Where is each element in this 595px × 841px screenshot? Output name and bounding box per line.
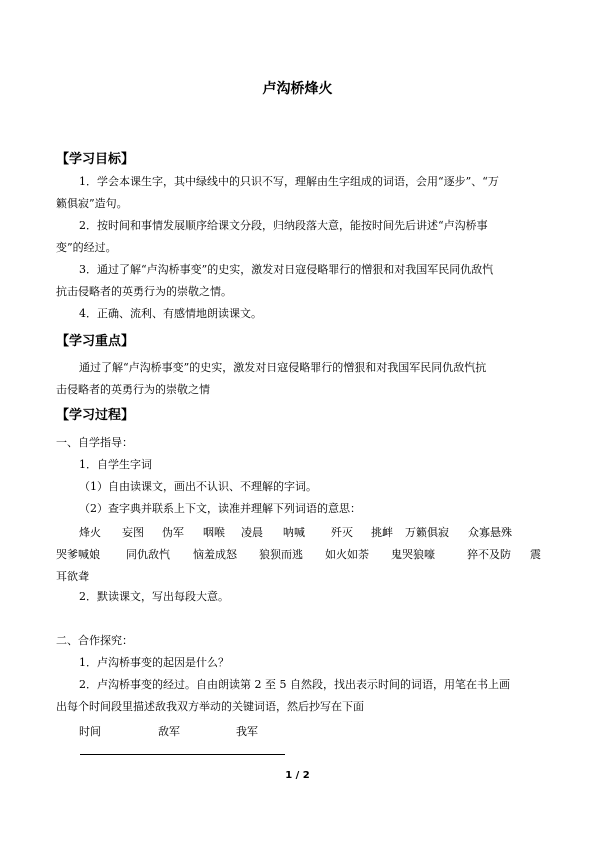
sub-item: （2）查字典并联系上下文，读准并理解下列词语的意思： [79, 502, 361, 515]
vocab-word: 伪军 [162, 526, 184, 539]
process-heading: 【学习过程】 [56, 408, 135, 423]
vocab-word: 呐喊 [283, 526, 305, 539]
vocab-word: 耳欲聋 [56, 570, 89, 583]
vocab-word: 众寡悬殊 [468, 526, 512, 539]
goals-line: 籁俱寂”造句。 [56, 197, 128, 210]
key-heading: 【学习重点】 [56, 334, 135, 349]
goals-line: 3．通过了解“卢沟桥事变”的史实，激发对日寇侵略罪行的憎狠和对我国军民同仇敌忾 [79, 263, 494, 276]
part1-title: 一、自学指导： [56, 436, 133, 449]
vocab-word: 恼羞成怒 [193, 548, 237, 561]
vocab-word: 烽火 [79, 526, 101, 539]
goals-heading: 【学习目标】 [56, 152, 135, 167]
item-self-study: 1．自学生字词 [79, 458, 152, 471]
goals-line: 1．学会本课生字，其中绿线中的只识不写，理解由生字组成的词语，会用“逐步”、“万 [79, 175, 499, 188]
vocab-word: 猝不及防 [467, 548, 511, 561]
sub-item: （1）自由读课文，画出不认识、不理解的字词。 [79, 480, 317, 493]
table-header-enemy: 敌军 [158, 725, 180, 738]
table-header-ours: 我军 [236, 725, 258, 738]
goals-line: 2．按时间和事情发展顺序给课文分段，归纳段落大意，能按时间先后讲述“卢沟桥事 [79, 219, 488, 232]
key-line: 击侵略者的英勇行为的崇敬之情 [56, 383, 210, 396]
vocab-word: 歼灭 [331, 526, 353, 539]
item-summary: 2．默读课文，写出每段大意。 [79, 590, 229, 603]
vocab-word: 震 [530, 548, 541, 561]
goals-line: 变”的经过。 [56, 241, 117, 254]
vocab-word: 狼狈而逃 [259, 548, 303, 561]
vocab-word: 鬼哭狼嚎 [391, 548, 435, 561]
goals-line: 4．正确、流利、有感情地朗读课文。 [79, 307, 262, 320]
question-2: 2．卢沟桥事变的经过。自由朗读第 2 至 5 自然段，找出表示时间的词语，用笔在书上画 [79, 678, 510, 691]
table-header-time: 时间 [79, 725, 101, 738]
vocab-word: 凌晨 [241, 526, 263, 539]
question-1: 1．卢沟桥事变的起因是什么？ [79, 656, 229, 669]
question-2-cont: 出每个时间段里描述敌我双方举动的关键词语，然后抄写在下面 [56, 700, 364, 713]
footnote-divider [80, 754, 285, 755]
vocab-word: 万籁俱寂 [405, 526, 449, 539]
page-title: 卢沟桥烽火 [262, 81, 333, 97]
vocab-word: 哭爹喊娘 [56, 548, 100, 561]
page-number: 1 / 2 [285, 770, 310, 781]
vocab-word: 如火如荼 [325, 548, 369, 561]
vocab-word: 咽喉 [203, 526, 225, 539]
part2-title: 二、合作探究： [56, 634, 133, 647]
vocab-word: 挑衅 [371, 526, 393, 539]
vocab-word: 妄图 [122, 526, 144, 539]
key-line: 通过了解“卢沟桥事变”的史实，激发对日寇侵略罪行的憎狠和对我国军民同仇敌忾抗 [79, 361, 487, 374]
goals-line: 抗击侵略者的英勇行为的崇敬之情。 [56, 285, 232, 298]
vocab-word: 同仇敌忾 [126, 548, 170, 561]
